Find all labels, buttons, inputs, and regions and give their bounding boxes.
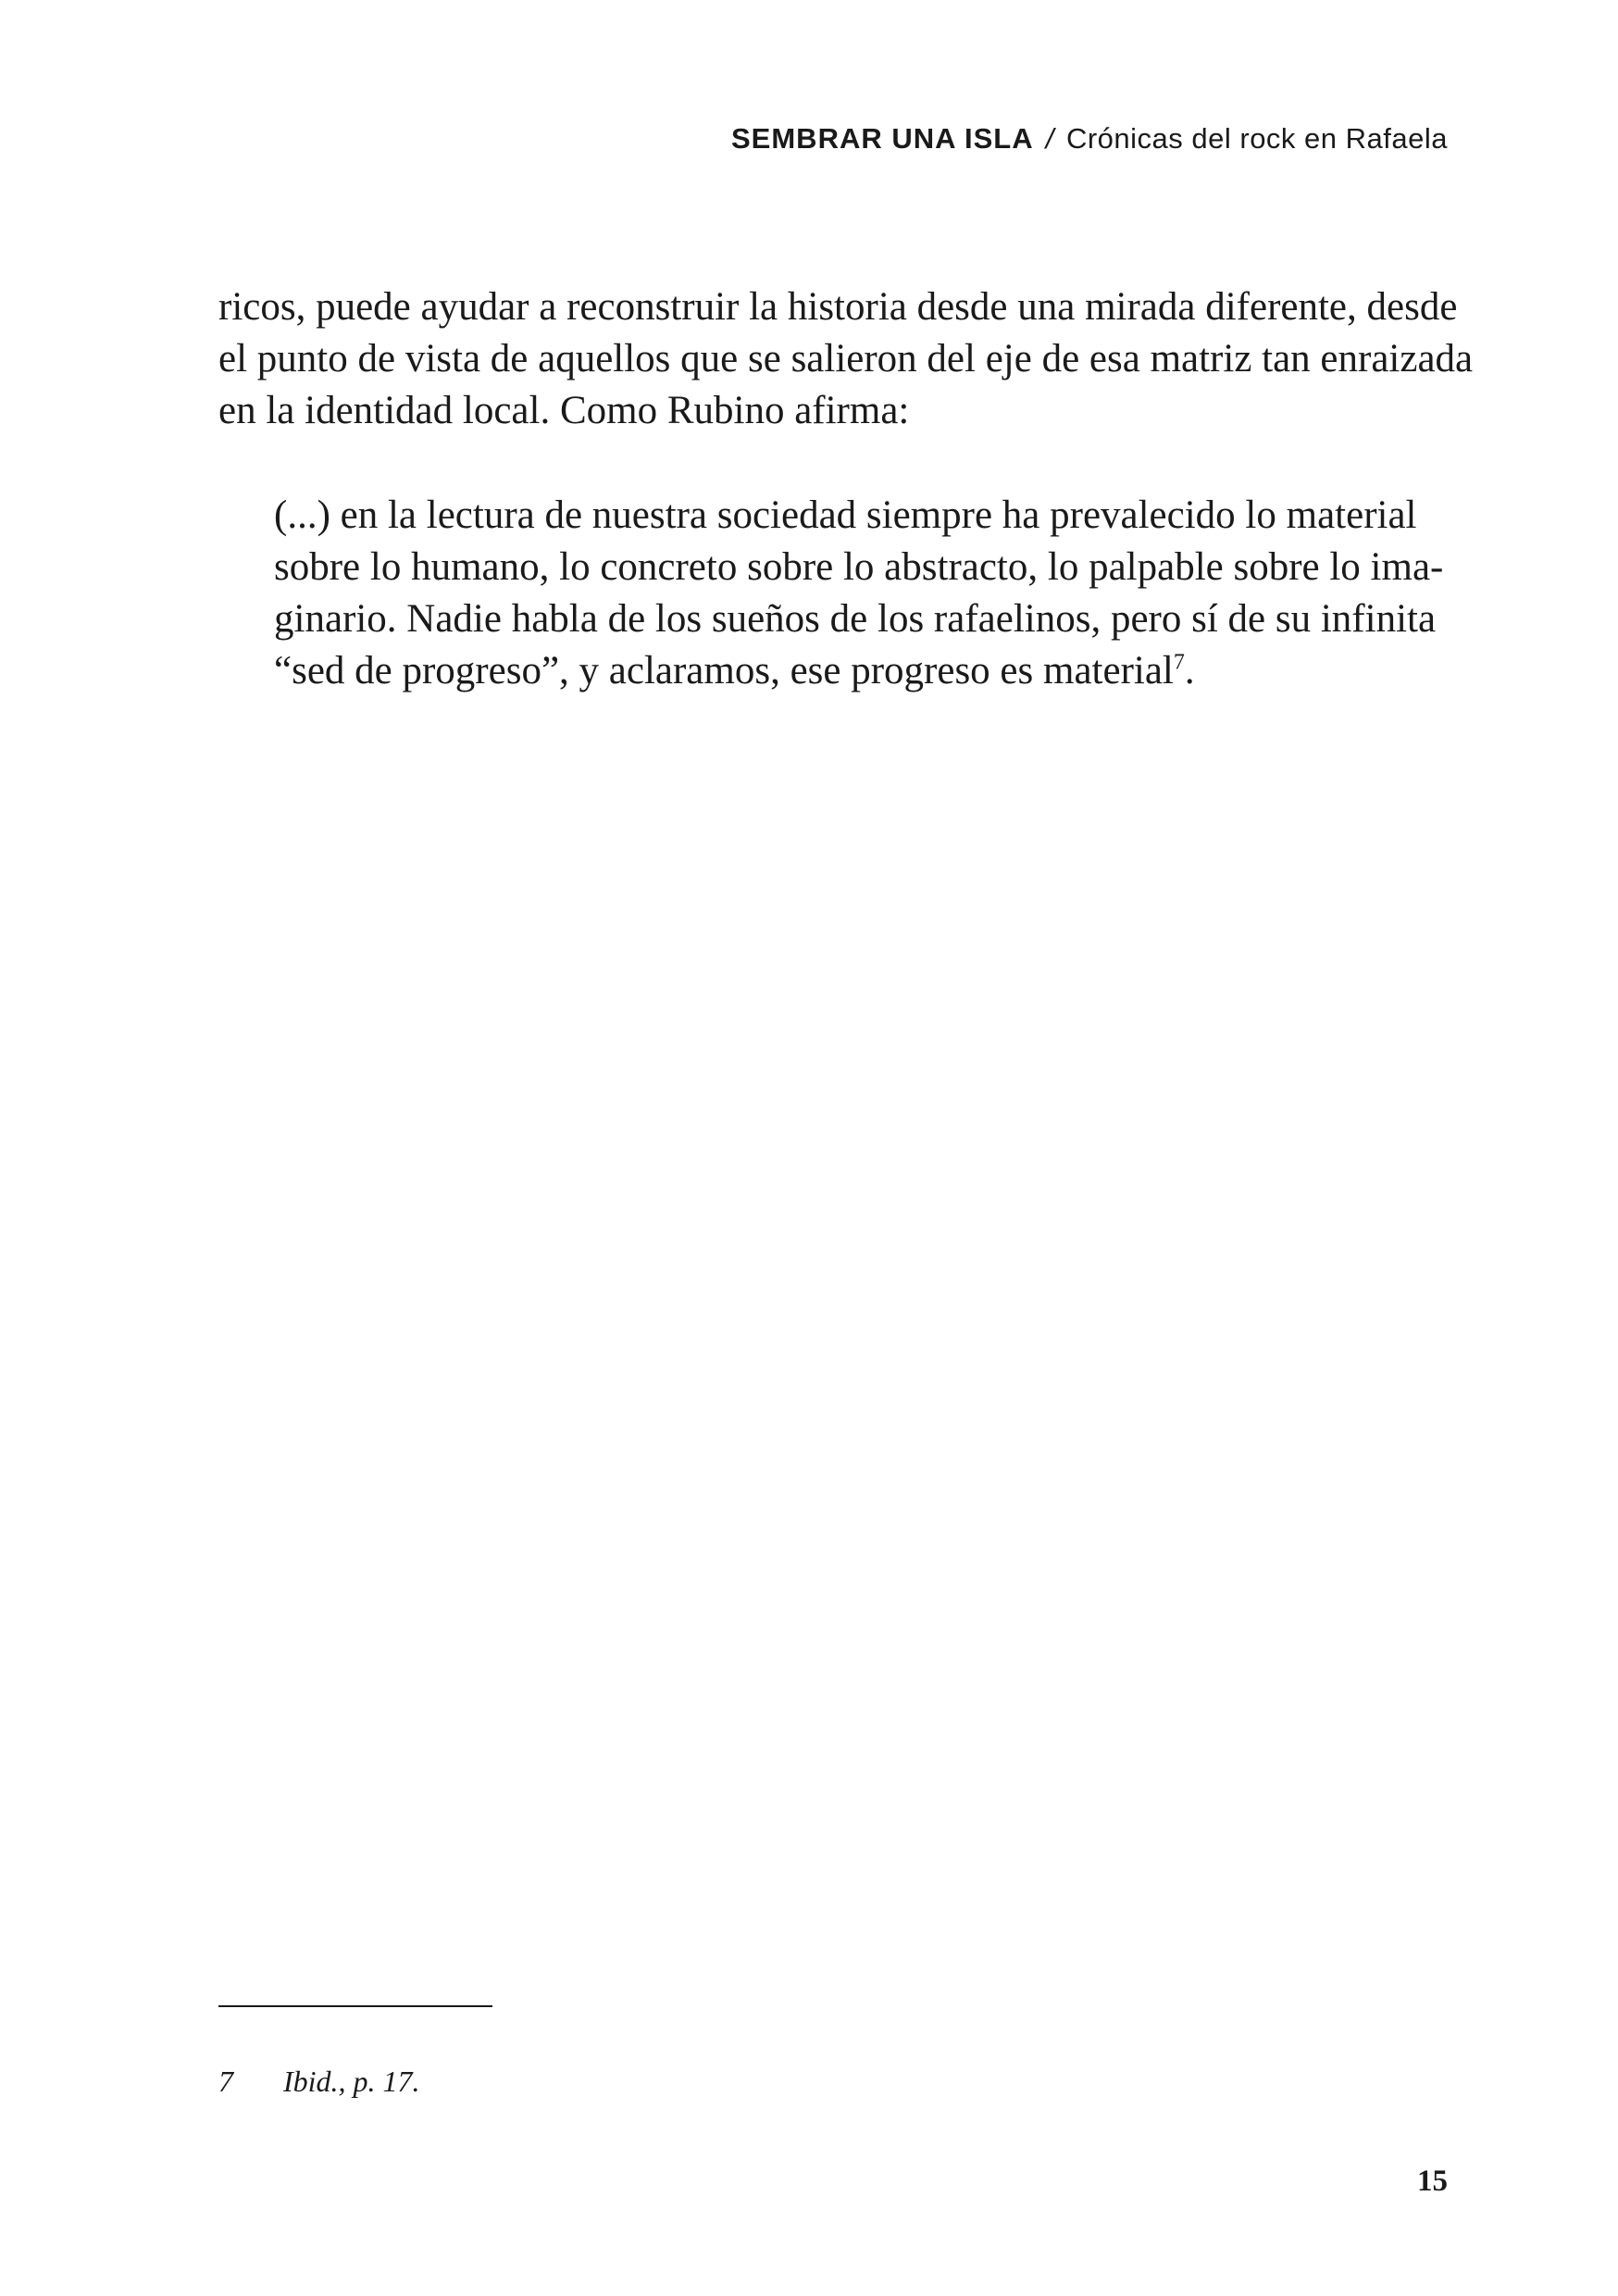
- quote-line: ginario. Nadie habla de los sueños de los rafaelinos, pero sí de su infinita: [274, 597, 1437, 641]
- header-separator: /: [1045, 122, 1054, 155]
- footnote-number: 7: [218, 2065, 233, 2098]
- body-line: el punto de vista de aquellos que se salieron del eje de esa matriz tan enraizada: [218, 337, 1474, 381]
- footnote-text: Ibid., p. 17.: [283, 2065, 420, 2098]
- body-paragraph: [218, 281, 1474, 437]
- footnote: [218, 2063, 420, 2100]
- book-title: SEMBRAR UNA ISLA: [731, 122, 1034, 155]
- book-subtitle: Crónicas del rock en Rafaela: [1065, 122, 1448, 155]
- quote-last-line: [274, 645, 1408, 697]
- body-line: en la identidad local. Como Rubino afirma:: [218, 389, 910, 432]
- running-header: [731, 122, 1448, 156]
- quote-last-line-text: “sed de progreso”, y aclaramos, ese progreso es material: [274, 649, 1174, 693]
- quote-line: (...) en la lectura de nuestra sociedad siempre ha prevalecido lo material: [274, 493, 1417, 537]
- quote-last-line-end: .: [1184, 649, 1195, 693]
- quote-line: sobre lo humano, lo concreto sobre lo abstracto, lo palpable sobre lo ima-: [274, 545, 1444, 589]
- body-line: ricos, puede ayudar a reconstruir la historia desde una mirada diferente, desde: [218, 285, 1458, 329]
- footnote-reference[interactable]: 7: [1173, 650, 1185, 675]
- page-number: 15: [1417, 2165, 1448, 2198]
- block-quote: [274, 490, 1444, 697]
- footnote-divider: [218, 2005, 492, 2007]
